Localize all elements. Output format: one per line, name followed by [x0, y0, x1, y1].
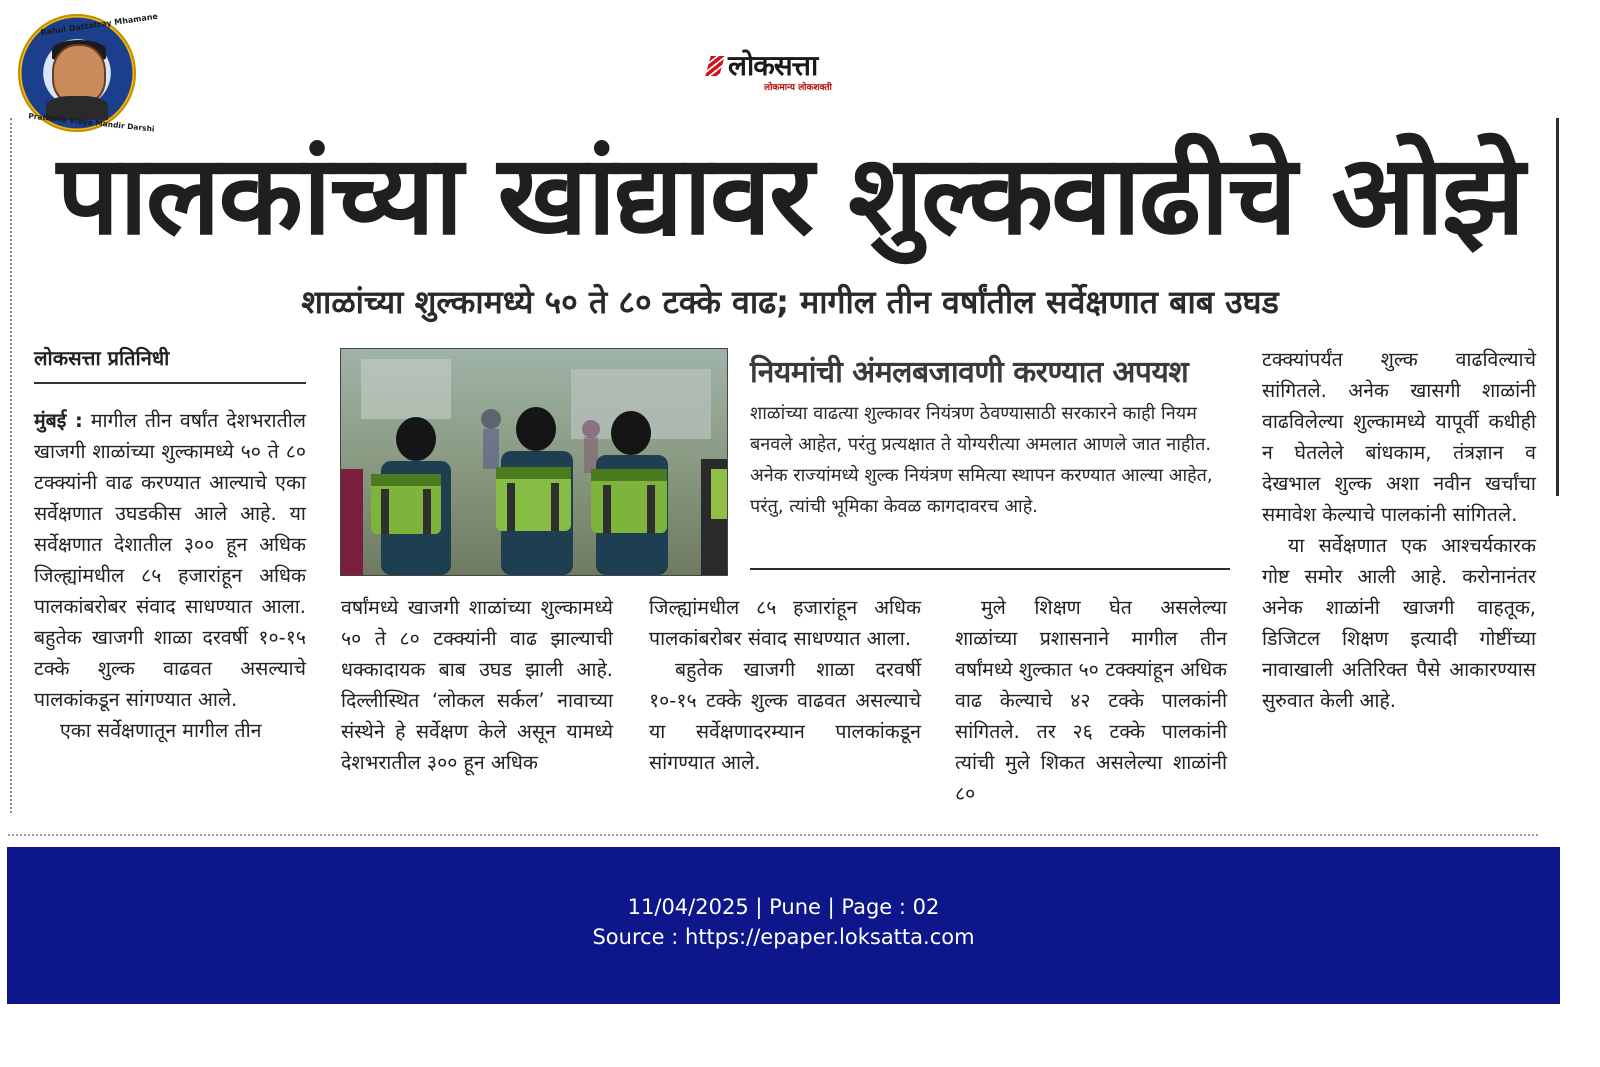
badge-portrait	[52, 44, 106, 104]
bottom-dotted-rule	[8, 834, 1538, 836]
col1-paragraph-1: मागील तीन वर्षांत देशभरातील खाजगी शाळांच्या शुल्कामध्ये ५० ते ८० टक्क्यांनी वाढ करण्यात आल्याचे एका सर्वेक्षणात उघडकीस आले आहे. या सर्वेक्षणात देशातील ३०० हून अधिक जिल्ह्यांमधील ८५ हजारांहून अधिक पालकांबरोबर संवाद साधण्यात आला. बहुतेक खाजगी शाळा दरवर्षी १०-१५ टक्के शुल्क वाढवत असल्याचे पालकांकडून सांगण्यात आले.	[34, 409, 306, 711]
footer-date-line: 11/04/2025 | Pune | Page : 02	[627, 895, 940, 919]
dateline: मुंबई :	[34, 409, 83, 432]
sidebar-headline: नियमांची अंमलबजावणी करण्यात अपयश	[750, 355, 1189, 390]
badge-top-text: Rahul Dattatray Mhamane	[39, 11, 159, 38]
col5-paragraph-1: टक्क्यांपर्यंत शुल्क वाढविल्याचे सांगितले. अनेक खासगी शाळांनी वाढविलेल्या शुल्कामध्ये यापूर्वी कधीही न घेतलेले बांधकाम, तंत्रज्ञान व देखभाल शुल्क अशा नवीन खर्चांचा समावेश केल्याचे पालकांनी सांगितले.	[1262, 348, 1536, 526]
byline: लोकसत्ता प्रतिनिधी	[34, 346, 170, 370]
col2-paragraph-1: वर्षांमध्ये खाजगी शाळांच्या शुल्कामध्ये ५० ते ८० टक्क्यांनी वाढ झाल्याची धक्कादायक बाब उघड झाली आहे. दिल्लीस्थित ‘लोकल सर्कल’ नावाच्या संस्थेने हे सर्वेक्षण केले असून यामध्ये देशभरातील ३०० हून अधिक	[341, 596, 613, 774]
masthead-name: लोकसत्ता	[728, 49, 818, 82]
article-column-3	[649, 592, 921, 778]
profile-badge	[18, 11, 159, 134]
sidebar-rule	[750, 568, 1230, 570]
article-photo	[340, 348, 728, 576]
headline: पालकांच्या खांद्यावर शुल्कवाढीचे ओझे	[56, 131, 1524, 259]
sidebar-text: शाळांच्या वाढत्या शुल्कावर नियंत्रण ठेवण्यासाठी सरकारने काही नियम बनवले आहेत, परंतु प्रत्यक्षात ते योग्यरीत्या अमलात आणले जात नाहीत. अनेक राज्यांमध्ये शुल्क नियंत्रण समित्या स्थापन करण्यात आल्या आहेत, परंतु, त्यांची भूमिका केवळ कागदावरच आहे.	[750, 403, 1213, 517]
subheadline: शाळांच्या शुल्कामध्ये ५० ते ८० टक्के वाढ; मागील तीन वर्षांतील सर्वेक्षणात बाब उघड	[301, 283, 1279, 321]
right-border-line	[1556, 118, 1559, 496]
logo-mark-icon	[705, 56, 724, 76]
col3-paragraph-2: बहुतेक खाजगी शाळा दरवर्षी १०-१५ टक्के शुल्क वाढवत असल्याचे या सर्वेक्षणादरम्यान पालकांकडून सांगण्यात आले.	[649, 658, 921, 774]
footer-source-line: Source : https://epaper.loksatta.com	[592, 925, 975, 949]
col5-paragraph-2: या सर्वेक्षणात एक आश्चर्यकारक गोष्ट समोर आली आहे. करोनानंतर अनेक शाळांनी खाजगी वाहतूक, डिजिटल शिक्षण इत्यादी गोष्टींच्या नावाखाली अतिरिक्त पैसे आकारण्यास सुरुवात केली आहे.	[1262, 534, 1536, 712]
masthead-logo	[708, 46, 878, 94]
students-with-backpacks-photo-icon	[341, 349, 727, 575]
col3-paragraph-1: जिल्ह्यांमधील ८५ हजारांहून अधिक पालकांबरोबर संवाद साधण्यात आला.	[649, 596, 921, 650]
article-column-5	[1262, 344, 1536, 716]
col1-paragraph-2: एका सर्वेक्षणातून मागील तीन	[60, 719, 262, 742]
col4-paragraph-1: मुले शिक्षण घेत असलेल्या शाळांच्या प्रशासनाने मागील तीन वर्षांमध्ये शुल्कात ५० टक्क्यांहून अधिक वाढ केल्याचे ४२ टक्के पालकांनी सांगितले. तर २६ टक्के पालकांनी त्यांची मुले शिकत असलेल्या शाळांनी ८०	[955, 596, 1227, 805]
masthead-tagline: लोकमान्य लोकशक्ती	[764, 83, 832, 93]
byline-rule	[34, 382, 306, 384]
badge-bottom-text: Prathmik Vidya Mandir Darshi	[27, 111, 155, 134]
left-dotted-border	[10, 118, 12, 813]
article-column-2	[341, 592, 613, 778]
article-column-1	[34, 405, 306, 746]
article-column-4	[955, 592, 1227, 809]
